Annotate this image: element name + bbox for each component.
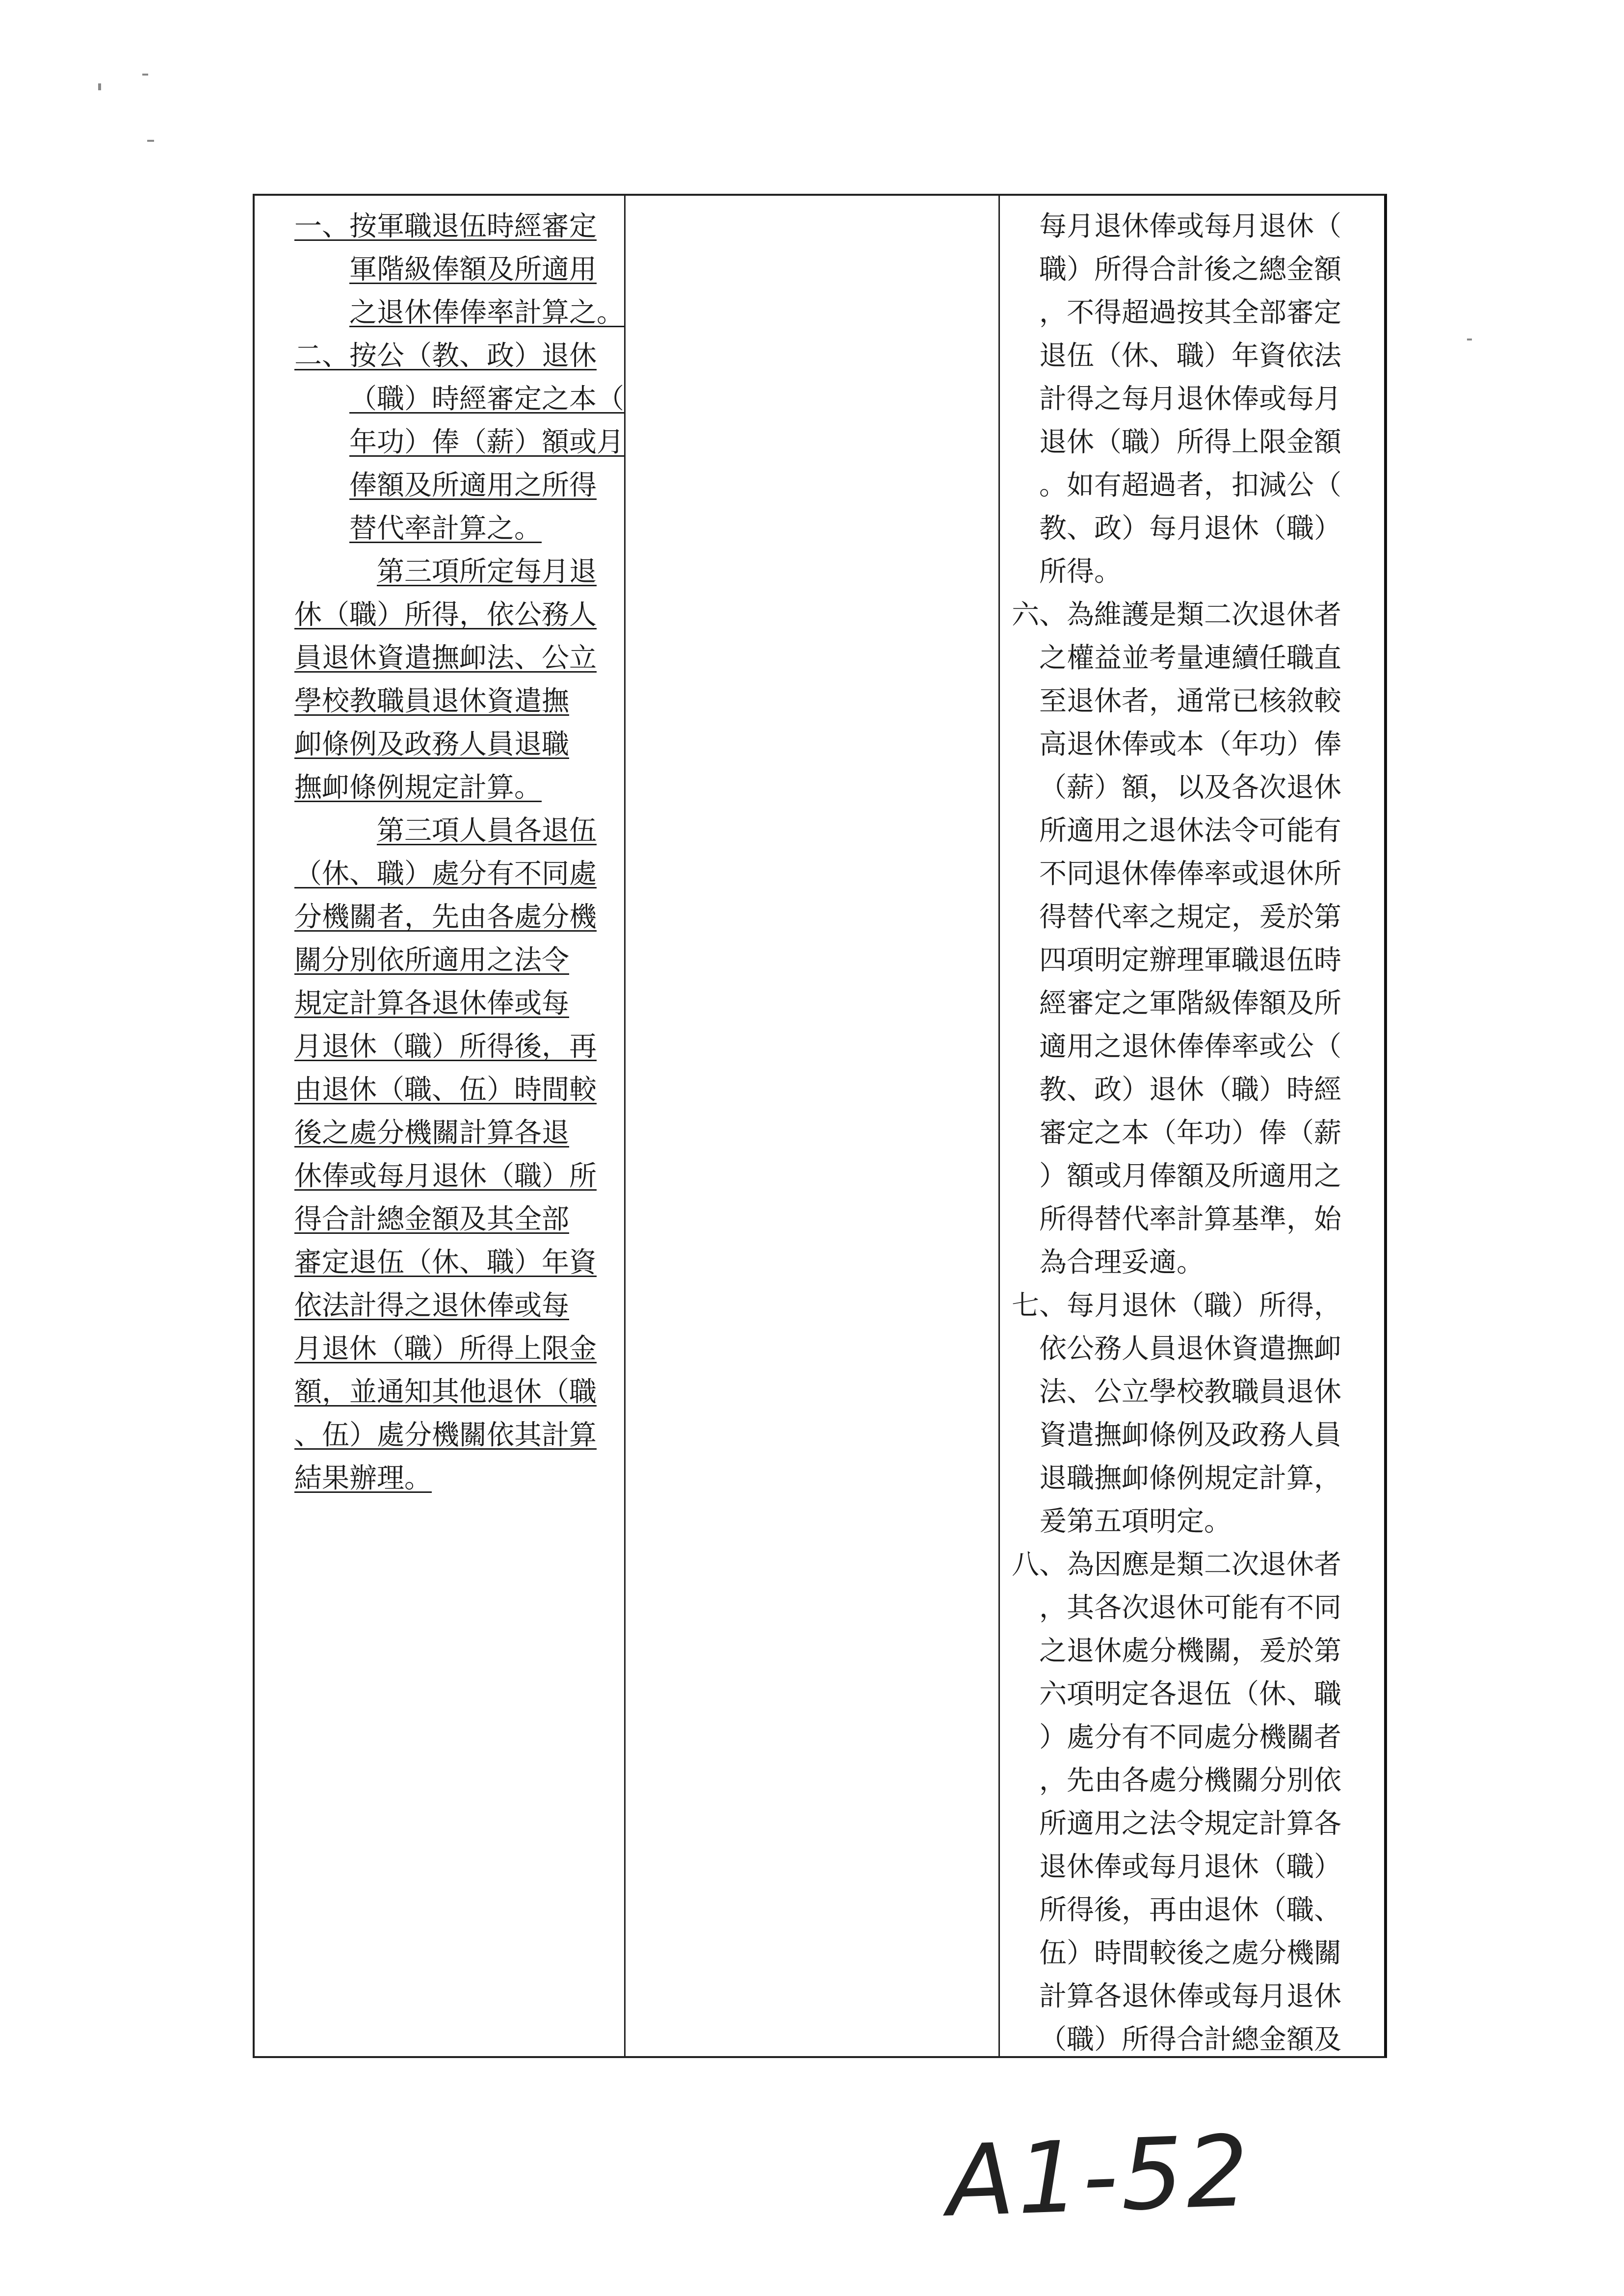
explanation-line: 職）所得合計後之總金額 — [1039, 254, 1341, 286]
explanation-line: ，先由各處分機關分別依 — [1039, 1765, 1341, 1797]
amended-text-line: 替代率計算之。 — [349, 513, 542, 545]
explanation-line: 教、政）每月退休（職） — [1039, 513, 1341, 545]
amended-text-line: 額，並通知其他退休（職 — [294, 1376, 597, 1408]
amended-text-line: 第三項所定每月退 — [377, 556, 597, 588]
explanation-line: 每月退休俸或每月退休（ — [1039, 210, 1341, 242]
handwritten-page-number: A1-52 — [945, 2114, 1254, 2239]
amended-text-line: 之退休俸俸率計算之。 — [349, 297, 624, 329]
column-divider-left — [624, 194, 626, 2058]
explanation-line: 所適用之退休法令可能有 — [1039, 815, 1341, 847]
amended-text-line: 結果辦理。 — [294, 1462, 432, 1494]
explanation-line: 六項明定各退伍（休、職 — [1039, 1678, 1341, 1710]
explanation-line: 計算各退休俸或每月退休 — [1039, 1981, 1341, 2012]
amended-text-line: 規定計算各退休俸或每 — [294, 988, 569, 1019]
amended-text-line: 俸額及所適用之所得 — [349, 470, 597, 501]
explanation-line: 適用之退休俸俸率或公（ — [1039, 1031, 1341, 1063]
scan-speck — [142, 74, 148, 76]
amended-text-line: 由退休（職、伍）時間較 — [294, 1074, 597, 1106]
amended-text-line: 員退休資遣撫卹法、公立 — [294, 642, 597, 674]
amended-text-line: 、伍）處分機關依其計算 — [294, 1419, 597, 1451]
amended-text-line: 月退休（職）所得上限金 — [294, 1333, 597, 1365]
explanation-line: 所得替代率計算基準，始 — [1039, 1203, 1341, 1235]
explanation-line: 經審定之軍階級俸額及所 — [1039, 988, 1341, 1019]
explanation-line: 所得。 — [1039, 556, 1122, 588]
amended-text-line: （休、職）處分有不同處 — [294, 858, 597, 890]
explanation-line: 之退休處分機關，爰於第 — [1039, 1635, 1341, 1667]
explanation-line: 教、政）退休（職）時經 — [1039, 1074, 1341, 1106]
explanation-line: 得替代率之規定，爰於第 — [1039, 901, 1341, 933]
amended-text-line: 卹條例及政務人員退職 — [294, 729, 569, 760]
amended-text-line: 得合計總金額及其全部 — [294, 1203, 569, 1235]
amended-text-line: 休俸或每月退休（職）所 — [294, 1160, 597, 1192]
explanation-line: 計得之每月退休俸或每月 — [1039, 383, 1341, 415]
explanation-line: 之權益並考量連續任職直 — [1039, 642, 1341, 674]
scan-speck — [1467, 339, 1472, 340]
explanation-line: 至退休者，通常已核敘較 — [1039, 685, 1341, 717]
explanation-line: 資遣撫卹條例及政務人員 — [1039, 1419, 1341, 1451]
amended-text-line: 審定退伍（休、職）年資 — [294, 1247, 597, 1278]
explanation-line: 退休俸或每月退休（職） — [1039, 1851, 1341, 1883]
scan-speck — [147, 140, 154, 142]
amended-text-line: 休（職）所得，依公務人 — [294, 599, 597, 631]
explanation-line: ）額或月俸額及所適用之 — [1039, 1160, 1341, 1192]
explanation-line: 爰第五項明定。 — [1039, 1506, 1231, 1538]
explanation-line: 法、公立學校教職員退休 — [1039, 1376, 1341, 1408]
explanation-line: 退職撫卹條例規定計算， — [1039, 1462, 1341, 1494]
explanation-line: 高退休俸或本（年功）俸 — [1039, 729, 1341, 760]
amended-text-line: 撫卹條例規定計算。 — [294, 772, 542, 804]
amended-text-line: 軍階級俸額及所適用 — [349, 254, 597, 286]
amended-text-line: 學校教職員退休資遣撫 — [294, 685, 569, 717]
amended-text-line: 一、按軍職退伍時經審定 — [294, 210, 597, 242]
explanation-line: （職）所得合計總金額及 — [1039, 2024, 1341, 2056]
explanation-line: 。如有超過者，扣減公（ — [1039, 470, 1341, 501]
amended-text-line: 月退休（職）所得後，再 — [294, 1031, 597, 1063]
column-divider-right — [998, 194, 1000, 2058]
amended-text-line: 第三項人員各退伍 — [377, 815, 597, 847]
explanation-line: 審定之本（年功）俸（薪 — [1039, 1117, 1341, 1149]
amended-text-line: 年功）俸（薪）額或月 — [349, 426, 624, 458]
explanation-line: ，不得超過按其全部審定 — [1039, 297, 1341, 329]
amended-text-line: （職）時經審定之本（ — [349, 383, 624, 415]
explanation-line: 伍）時間較後之處分機關 — [1039, 1937, 1341, 1969]
amended-text-column — [294, 205, 624, 1500]
amended-text-line: 關分別依所適用之法令 — [294, 944, 569, 976]
amended-text-line: 二、按公（教、政）退休 — [294, 340, 597, 372]
amended-text-line: 依法計得之退休俸或每 — [294, 1290, 569, 1322]
explanation-line: 六、為維護是類二次退休者 — [1012, 599, 1341, 631]
explanation-line: ，其各次退休可能有不同 — [1039, 1592, 1341, 1624]
explanation-line: 退伍（休、職）年資依法 — [1039, 340, 1341, 372]
explanation-line: （薪）額，以及各次退休 — [1039, 772, 1341, 804]
explanation-line: 所適用之法令規定計算各 — [1039, 1808, 1341, 1840]
amended-text-line: 分機關者，先由各處分機 — [294, 901, 597, 933]
explanation-line: 退休（職）所得上限金額 — [1039, 426, 1341, 458]
amended-text-line: 後之處分機關計算各退 — [294, 1117, 569, 1149]
explanation-line: 所得後，再由退休（職、 — [1039, 1894, 1341, 1926]
explanation-line: 不同退休俸俸率或退休所 — [1039, 858, 1341, 890]
explanation-line: 八、為因應是類二次退休者 — [1012, 1549, 1341, 1581]
explanation-line: 七、每月退休（職）所得， — [1012, 1290, 1341, 1322]
explanation-line: 四項明定辦理軍職退伍時 — [1039, 944, 1341, 976]
scan-speck — [98, 83, 101, 90]
explanation-column — [1012, 205, 1377, 2061]
explanation-line: ）處分有不同處分機關者 — [1039, 1722, 1341, 1753]
explanation-line: 依公務人員退休資遣撫卹 — [1039, 1333, 1341, 1365]
explanation-line: 為合理妥適。 — [1039, 1247, 1204, 1278]
